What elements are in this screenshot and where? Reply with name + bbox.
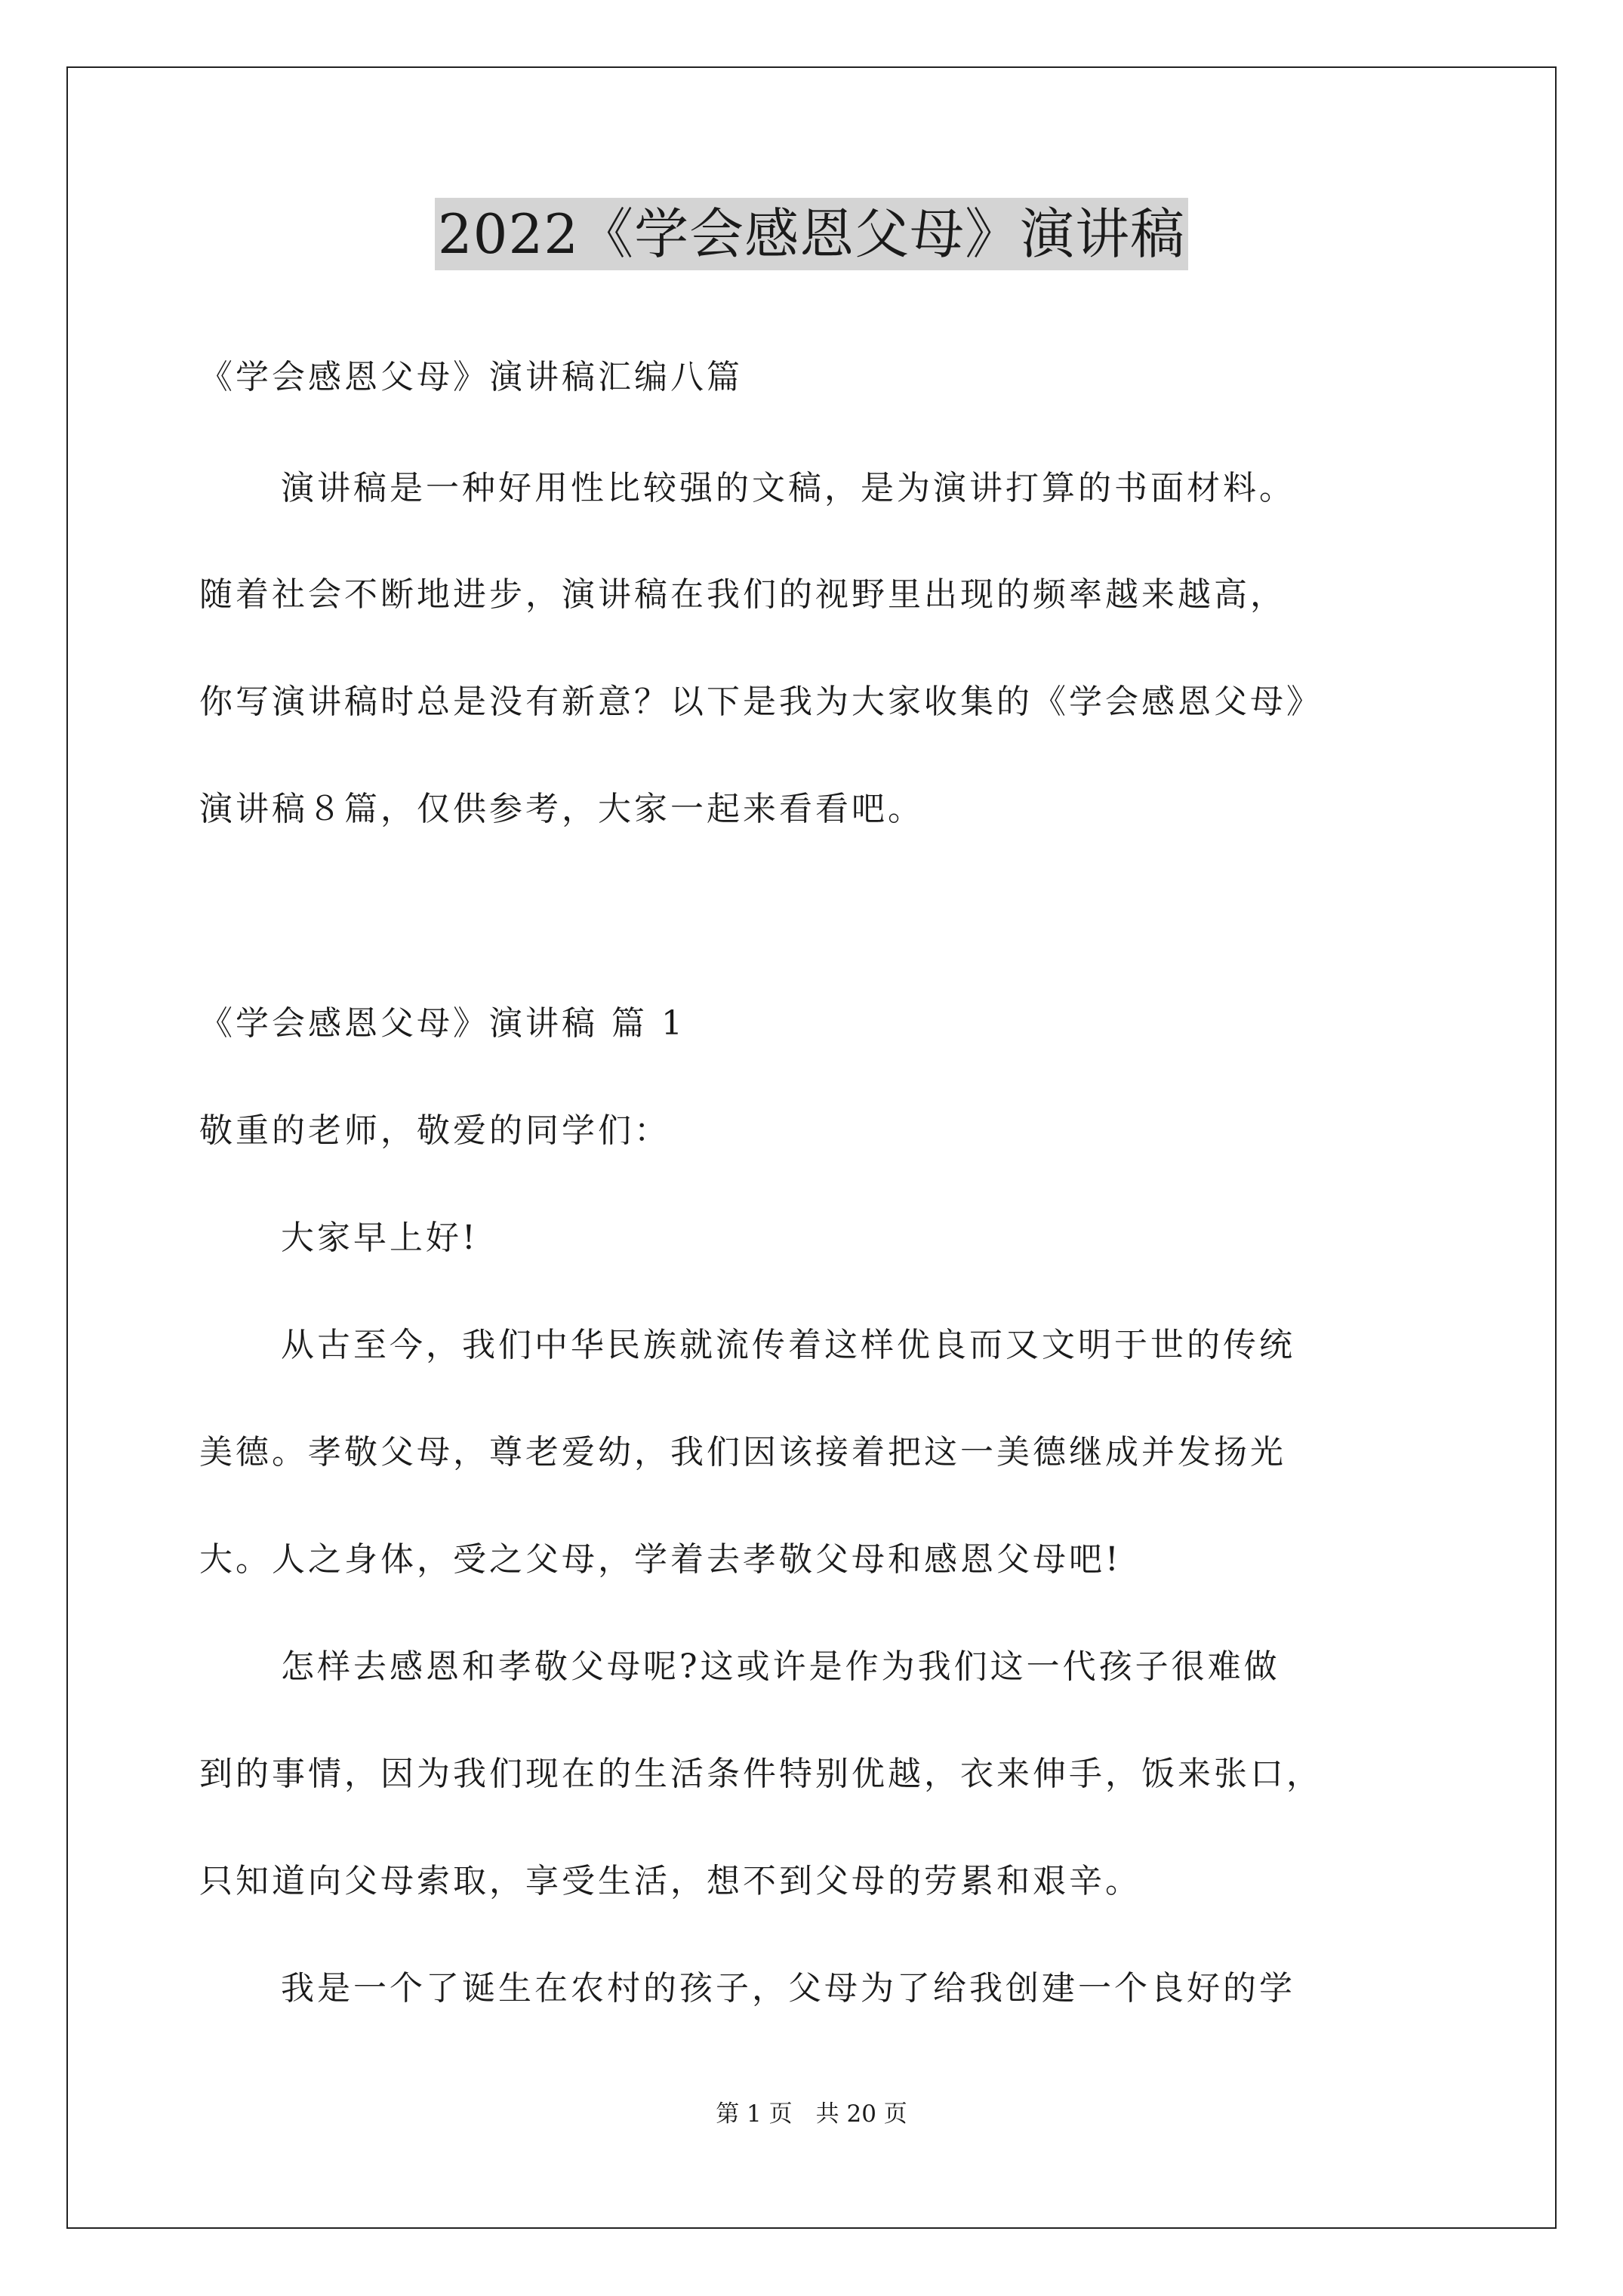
- greeting: 大家早上好!: [281, 1219, 479, 1257]
- page-number: 第 1 页 共 20 页: [716, 2100, 907, 2128]
- document-title: 2022《学会感恩父母》演讲稿: [435, 198, 1188, 270]
- salutation: 敬重的老师，敬爱的同学们：: [199, 1111, 670, 1150]
- paragraph-line: 大。人之身体，受之父母，学着去孝敬父母和感恩父母吧!: [199, 1540, 1122, 1579]
- paragraph-line: 到的事情，因为我们现在的生活条件特别优越，衣来伸手，饭来张口，: [199, 1755, 1323, 1793]
- intro-line: 演讲稿８篇，仅供参考，大家一起来看看吧。: [199, 790, 924, 828]
- paragraph-line: 怎样去感恩和孝敬父母呢?这或许是作为我们这一代孩子很难做: [281, 1647, 1280, 1686]
- paragraph-line: 只知道向父母索取，享受生活，想不到父母的劳累和艰辛。: [199, 1862, 1141, 1900]
- intro-line: 随着社会不断地进步，演讲稿在我们的视野里出现的频率越来越高，: [199, 575, 1286, 614]
- intro-line: 演讲稿是一种好用性比较强的文稿，是为演讲打算的书面材料。: [281, 469, 1295, 507]
- section-heading: 《学会感恩父母》演讲稿 篇 1: [199, 1004, 685, 1043]
- intro-line: 你写演讲稿时总是没有新意？以下是我为大家收集的《学会感恩父母》: [199, 683, 1323, 721]
- paragraph-line: 从古至今，我们中华民族就流传着这样优良而又文明于世的传统: [281, 1326, 1295, 1364]
- title-container: [0, 198, 1623, 270]
- paragraph-line: 美德。孝敬父母，尊老爱幼，我们因该接着把这一美德继成并发扬光: [199, 1433, 1286, 1472]
- document-subtitle: 《学会感恩父母》演讲稿汇编八篇: [199, 358, 743, 396]
- paragraph-line: 我是一个了诞生在农村的孩子，父母为了给我创建一个良好的学: [281, 1969, 1295, 2008]
